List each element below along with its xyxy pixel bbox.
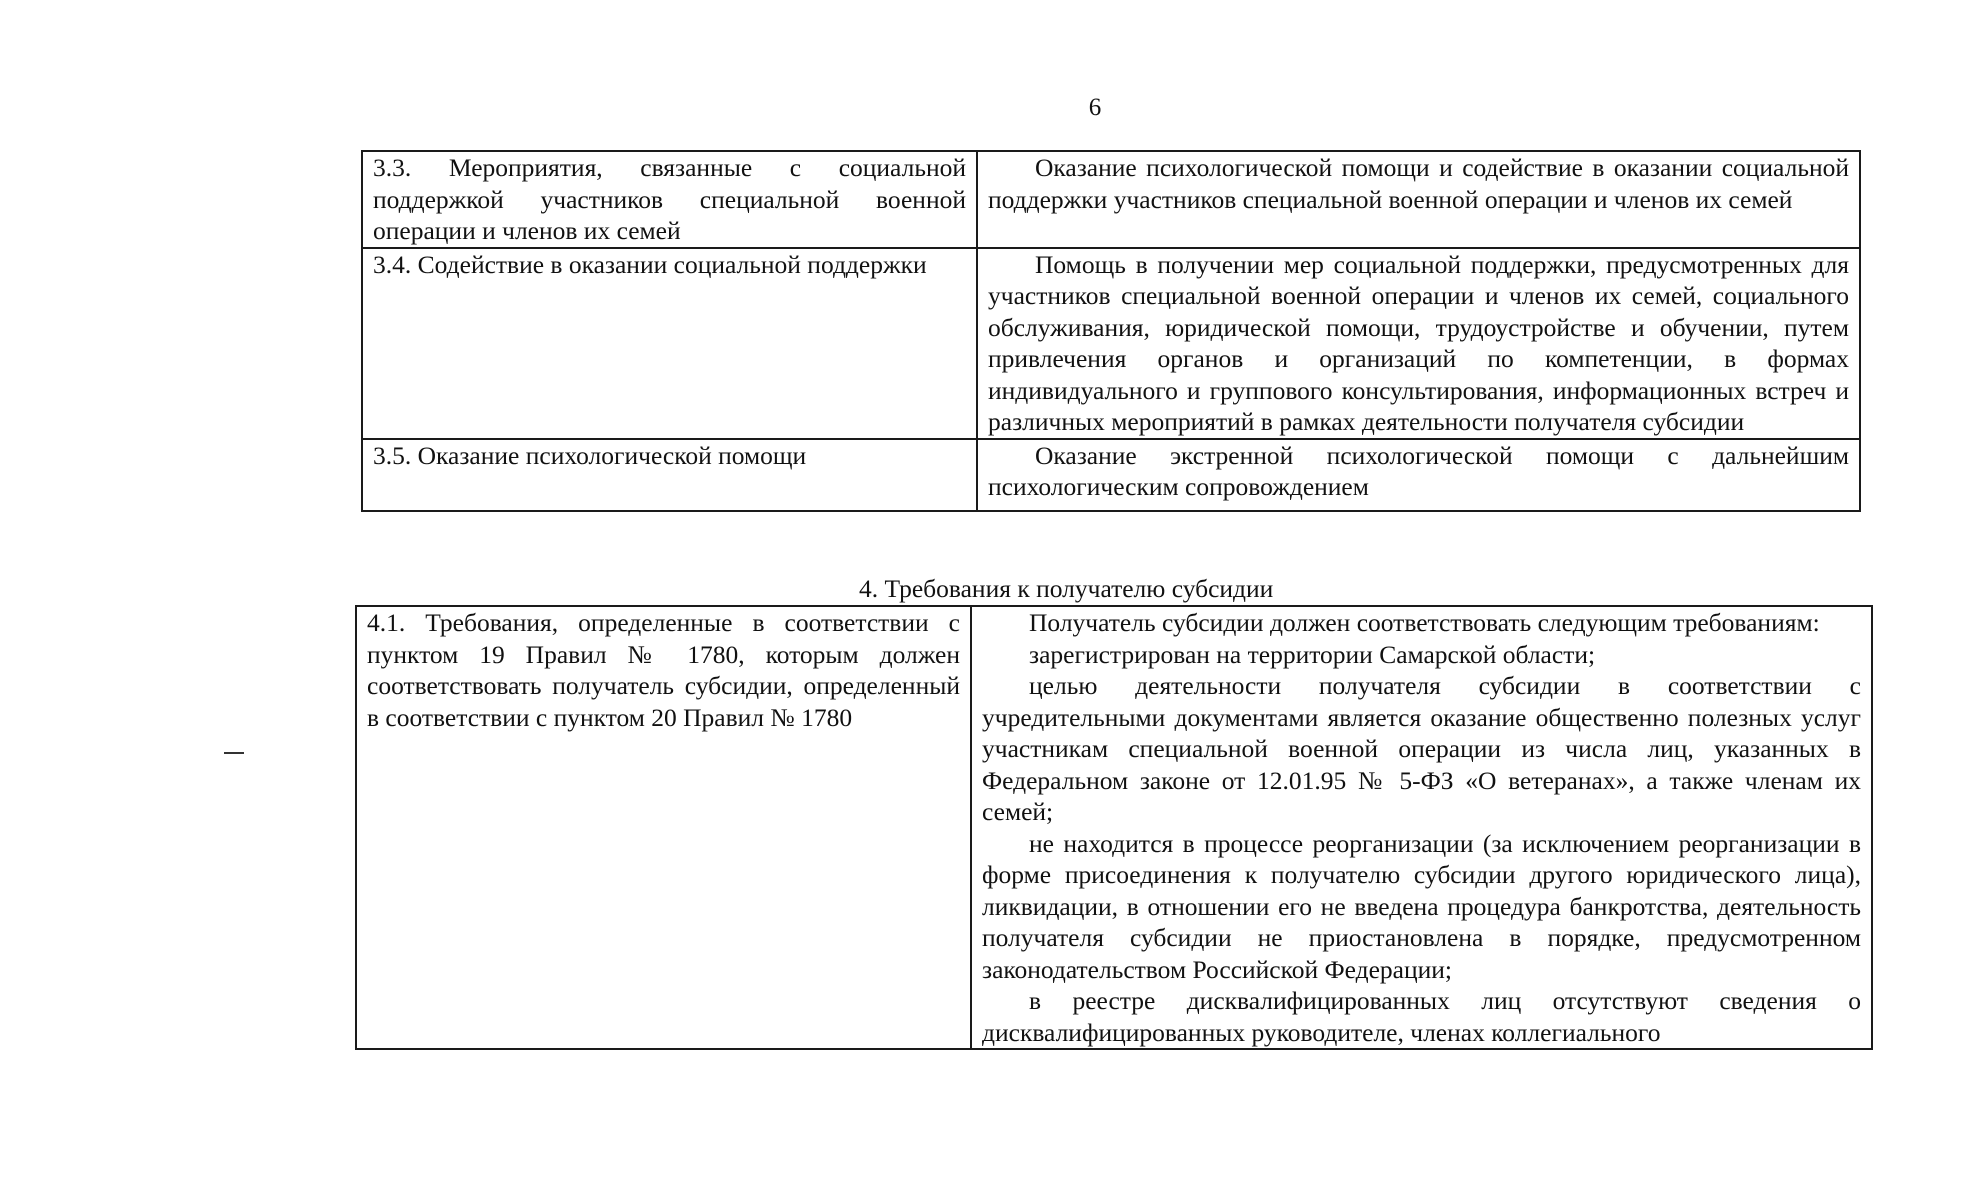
service-label: 3.5. Оказание психологической помощи bbox=[362, 439, 977, 511]
requirement-paragraph: зарегистрирован на территории Самарской области; bbox=[1029, 639, 1596, 669]
requirements-table bbox=[355, 605, 1873, 1050]
table-row bbox=[362, 439, 1860, 511]
service-content bbox=[977, 248, 1860, 439]
requirement-paragraph: в реестре дисквалифицированных лиц отсутствуют сведения о дисквалифицированных руководителе, членах коллегиального bbox=[982, 986, 1861, 1047]
table-row bbox=[362, 248, 1860, 439]
service-content bbox=[977, 439, 1860, 511]
service-content-text: Оказание психологической помощи и содействие в оказании социальной поддержки участников специальной военной операции и членов их семей bbox=[988, 153, 1849, 214]
margin-mark bbox=[224, 752, 244, 754]
table-row bbox=[356, 606, 1872, 1049]
service-content-text: Оказание экстренной психологической помощи с дальнейшим психологическим сопровождением bbox=[988, 440, 1849, 501]
requirement-content bbox=[971, 606, 1872, 1049]
service-label: 3.3. Мероприятия, связанные с социальной поддержкой участников специальной военной операции и членов их семей bbox=[362, 151, 977, 248]
service-label: 3.4. Содействие в оказании социальной поддержки bbox=[362, 248, 977, 439]
requirement-label: 4.1. Требования, определенные в соответствии с пунктом 19 Правил № 1780, которым должен соответствовать получатель субсидии, определенный в соответствии с пунктом 20 Правил № 1780 bbox=[356, 606, 971, 1049]
page-number: 6 bbox=[1088, 94, 1102, 121]
service-content-text: Помощь в получении мер социальной поддержки, предусмотренных для участников специальной военной операции и членов их семей, социального обслуживания, юридической помощи, трудоустройстве и обучении, путем привлечения органов и организаций по компетенции, в формах индивидуального и группового консультирования, информационных встреч и различных мероприятий в рамках деятельности получателя субсидии bbox=[988, 249, 1849, 436]
table-row bbox=[362, 151, 1860, 248]
requirement-paragraph: не находится в процессе реорганизации (за исключением реорганизации в форме присоединения к получателю субсидии другого юридического лица), ликвидации, в отношении его не введена процедура банкротства, деятельность получателя субсидии не приостановлена в порядке, предусмотренном законодательством Российской Федерации; bbox=[982, 828, 1861, 984]
section-heading: 4. Требования к получателю субсидии bbox=[859, 574, 1274, 603]
service-content bbox=[977, 151, 1860, 248]
services-table bbox=[361, 150, 1861, 512]
requirement-paragraph: Получатель субсидии должен соответствовать следующим требованиям: bbox=[1029, 608, 1820, 637]
requirement-paragraph: целью деятельности получателя субсидии в соответствии с учредительными документами является оказание общественно полезных услуг участникам специальной военной операции из числа лиц, указанных в Федеральном законе от 12.01.95 № 5-ФЗ «О ветеранах», а также членам их семей; bbox=[982, 671, 1861, 826]
